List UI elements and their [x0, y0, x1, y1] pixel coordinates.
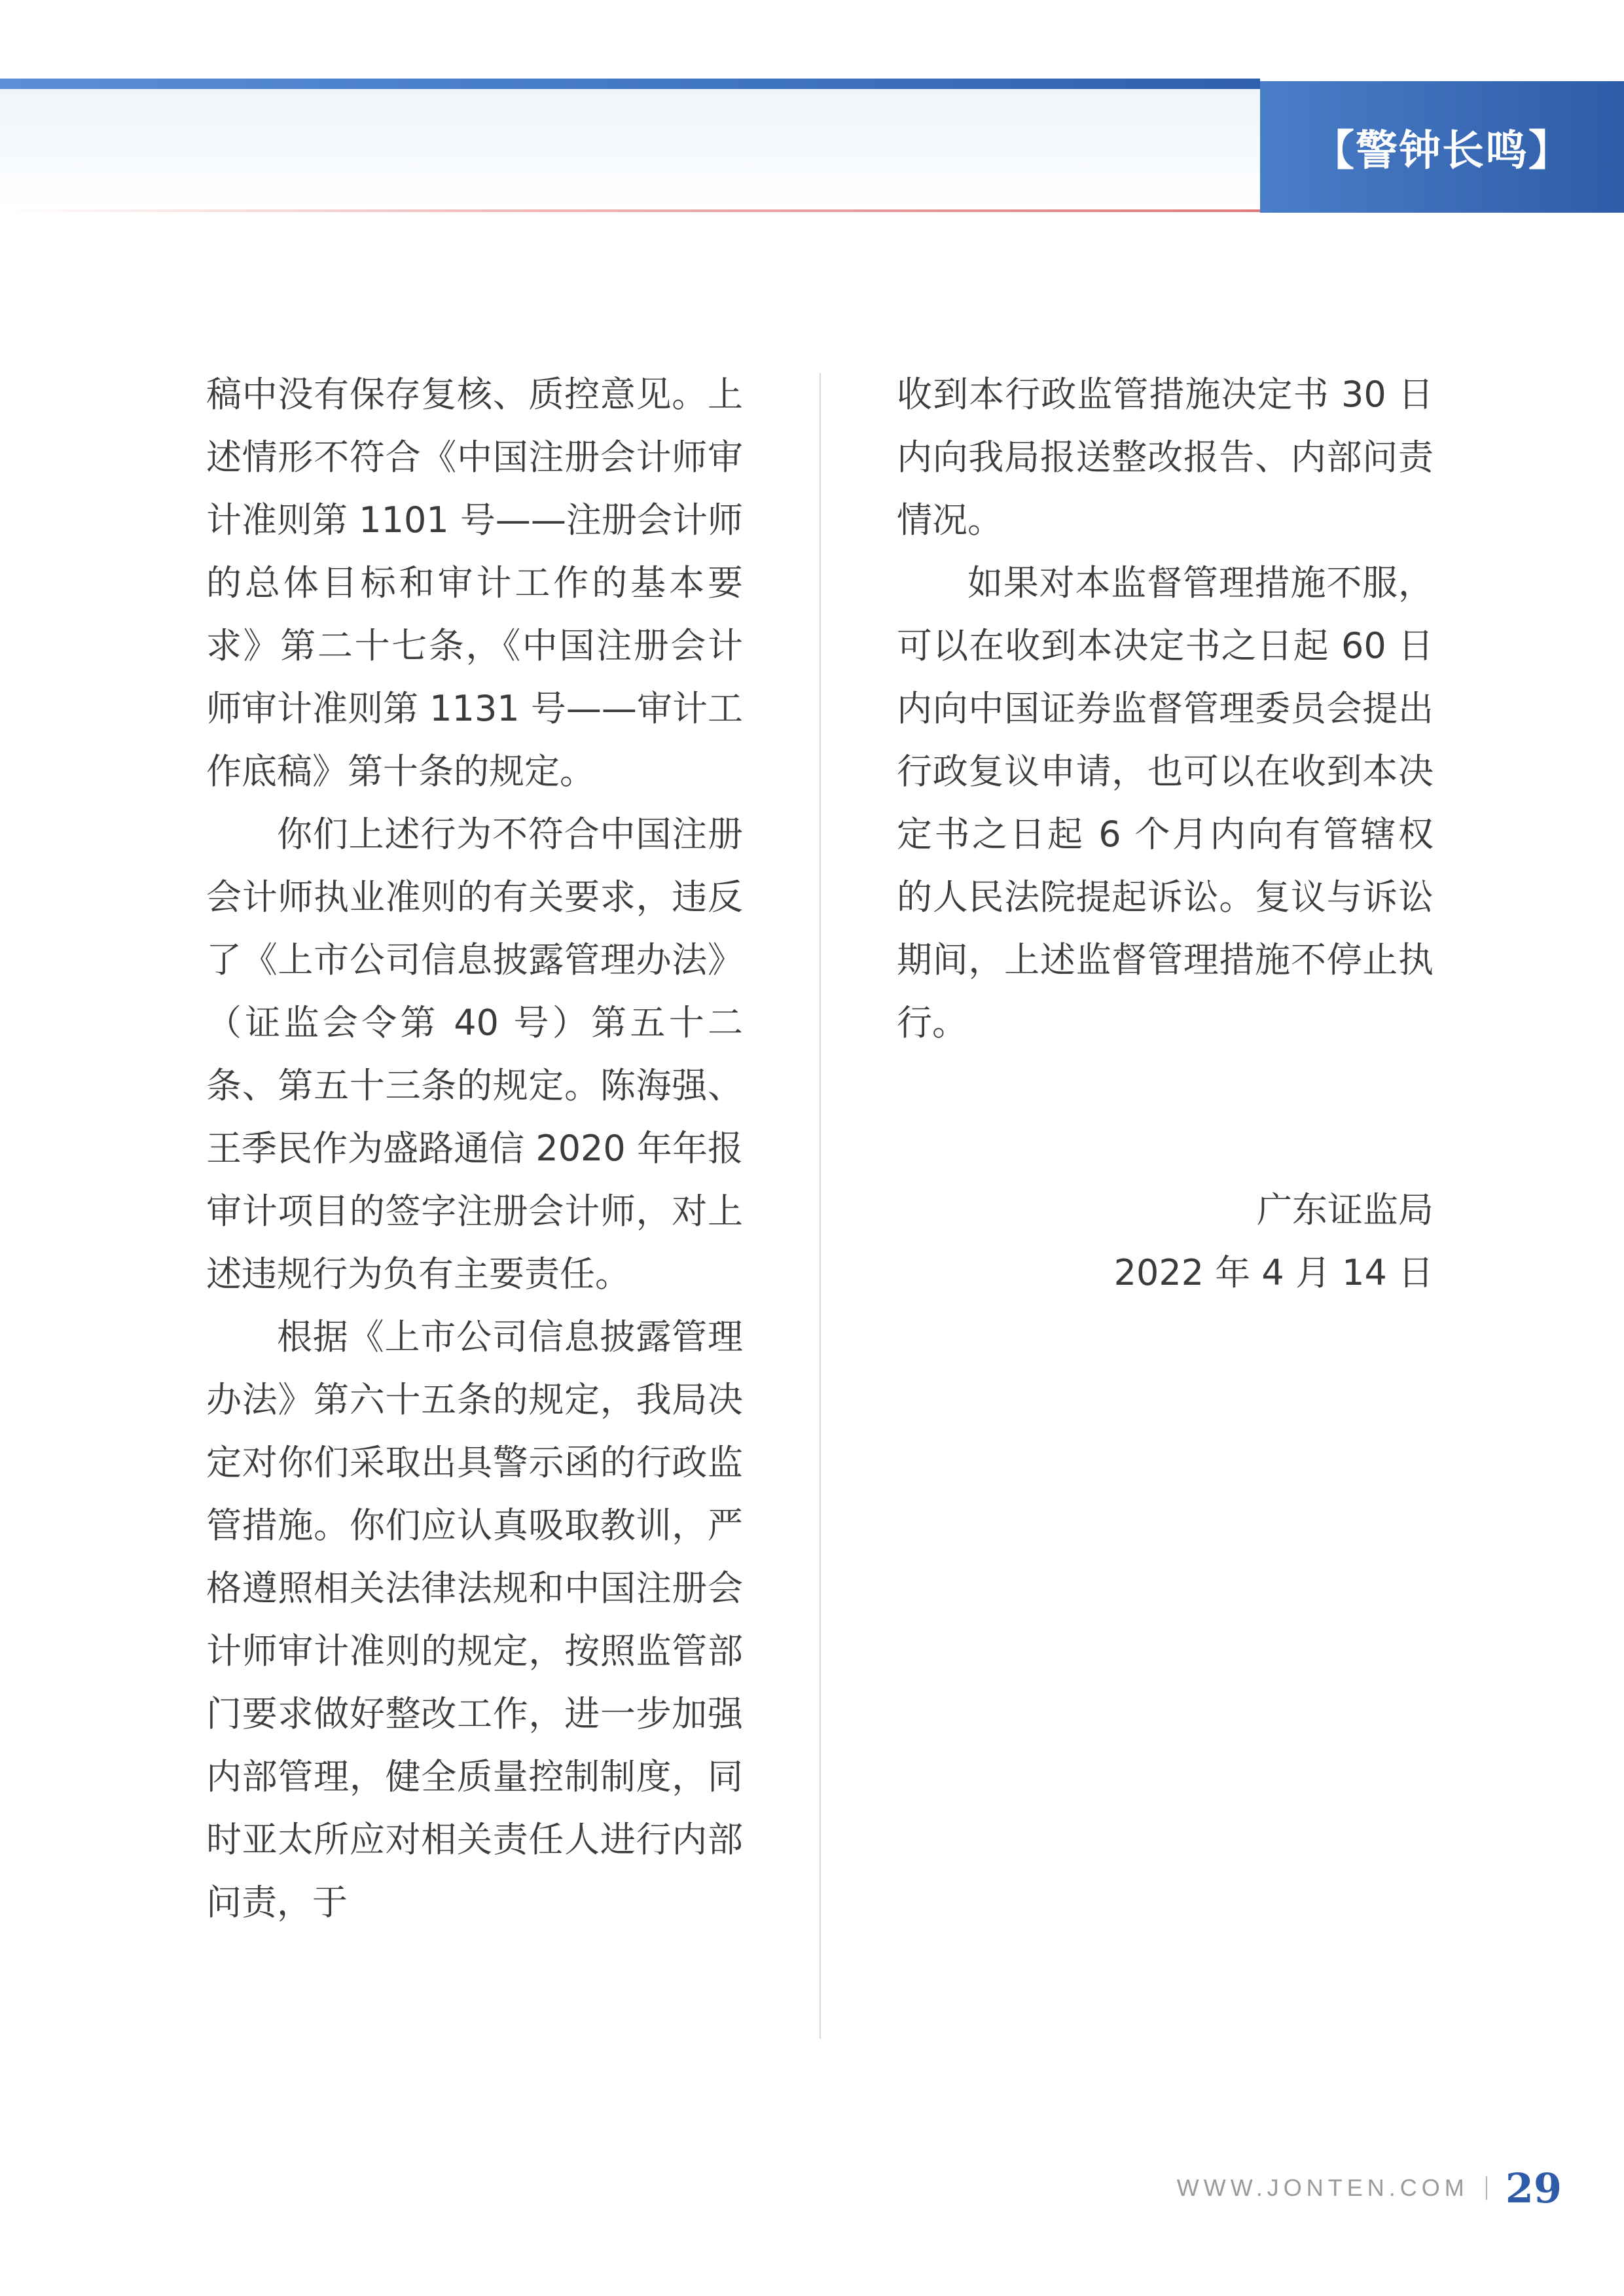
paragraph: 如果对本监督管理措施不服，可以在收到本决定书之日起 60 日内向中国证券监督管理委员会提出行政复议申请，也可以在收到本决定书之日起 6 个月内向有管辖权的人民法院提起诉讼。复议与诉讼期间，上述监督管理措施不停止执行。	[897, 562, 1434, 1043]
header-top-rule	[0, 79, 1260, 89]
signature-block	[897, 1179, 1434, 1304]
header-band	[0, 79, 1260, 213]
footer-website: WWW.JONTEN.COM	[1176, 2174, 1469, 2201]
issuer-name: 广东证监局	[1257, 1189, 1434, 1230]
paragraph: 收到本行政监管措施决定书 30 日内向我局报送整改报告、内部问责情况。	[897, 374, 1434, 541]
header-bottom-rule	[0, 209, 1260, 212]
right-column	[897, 363, 1434, 1304]
paragraph: 根据《上市公司信息披露管理办法》第六十五条的规定，我局决定对你们采取出具警示函的行政监管措施。你们应认真吸取教训，严格遵照相关法律法规和中国注册会计师审计准则的规定，按照监管部门要求做好整改工作，进一步加强内部管理，健全质量控制制度，同时亚太所应对相关责任人进行内部问责，于	[206, 1316, 743, 1923]
section-tab	[1260, 81, 1624, 213]
paragraph: 稿中没有保存复核、质控意见。上述情形不符合《中国注册会计师审计准则第 1101 号——注册会计师的总体目标和审计工作的基本要求》第二十七条，《中国注册会计师审计准则第 1131 号——审计工作底稿》第十条的规定。	[206, 374, 743, 792]
issue-date: 2022 年 4 月 14 日	[1113, 1252, 1434, 1293]
page-number: 29	[1505, 2164, 1562, 2212]
column-divider	[820, 373, 821, 2039]
footer-separator	[1486, 2176, 1487, 2200]
footer	[1177, 2159, 1562, 2217]
left-column	[206, 363, 743, 1934]
paragraph: 你们上述行为不符合中国注册会计师执业准则的有关要求，违反了《上市公司信息披露管理办法》（证监会令第 40 号）第五十二条、第五十三条的规定。陈海强、王季民作为盛路通信 2020 年年报审计项目的签字注册会计师，对上述违规行为负有主要责任。	[206, 814, 743, 1295]
section-label: 【警钟长鸣】	[1312, 126, 1572, 175]
